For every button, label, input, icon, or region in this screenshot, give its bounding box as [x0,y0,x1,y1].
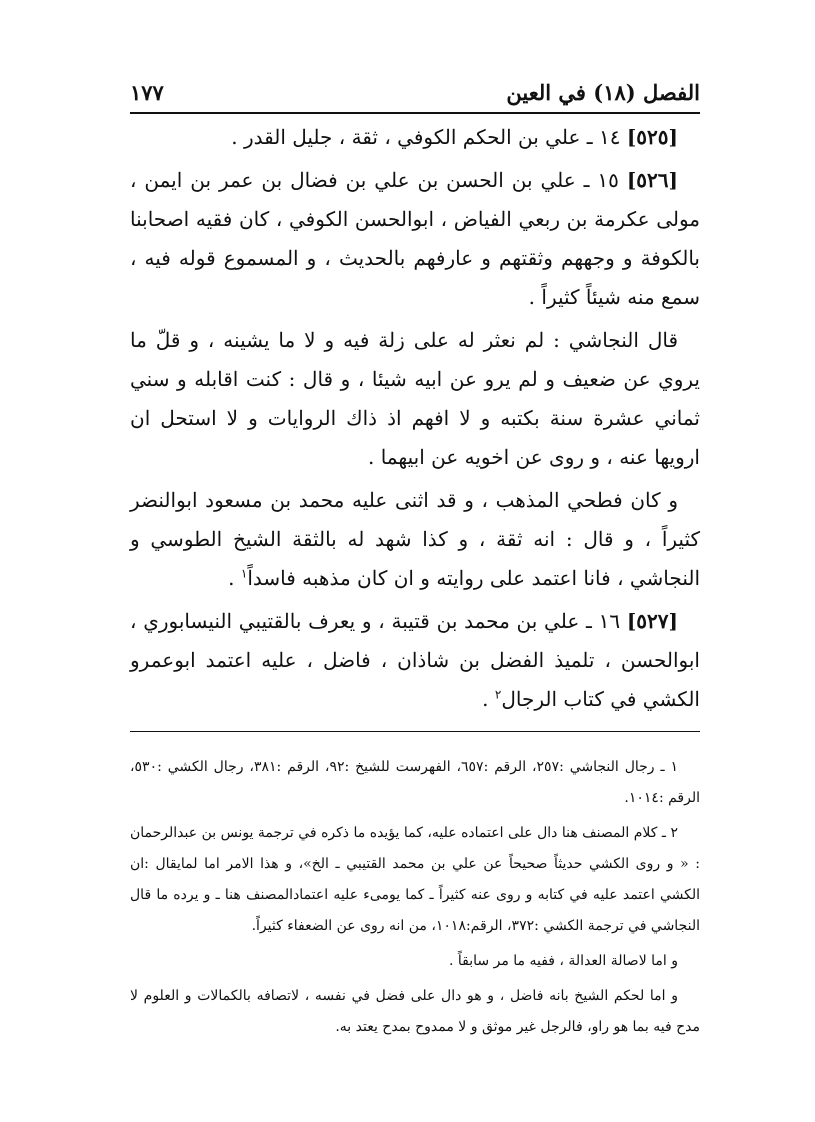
footnote-1: ١ ـ رجال النجاشي :٢٥٧، الرقم :٦٥٧، الفهرست للشيخ :٩٢، الرقم :٣٨١، رجال الكشي :٥٣٠، الرقم :١٠١٤. [130,759,700,806]
entry-text: ١٥ ـ علي بن الحسن بن علي بن فضال بن عمر بن ايمن ، مولى عكرمة بن ربعي الفياض ، ابوالحسن الكوفي ، كان فقيه اصحابنا بالكوفة و وجههم وثقتهم و عارفهم بالحديث ، و المسموع قوله فيه ، سمع منه شيئاً كثيراً . [130,168,700,309]
footnote-ref[interactable]: ٢ [494,687,502,702]
paragraph-fathi [130,481,700,598]
entry-number: [٥٢٧] [626,609,678,633]
entry-525 [130,118,700,157]
entry-526 [130,161,700,317]
entry-text: ١٦ ـ علي بن محمد بن قتيبة ، و يعرف بالقتيبي النيسابوري ، ابوالحسن ، تلميذ الفضل بن شاذان ، فاضل ، عليه اعتمد ابوعمرو الكشي في كتاب الرجال [130,609,700,711]
paragraph-end: . [228,566,241,590]
footnote-ref[interactable]: ١ [240,566,248,581]
footnote-divider [130,731,700,732]
entry-number: [٥٢٦] [626,168,678,192]
footnotes [130,752,700,1047]
footnote-2-cont-1: و اما لاصالة العدالة ، ففيه ما مر سابقاً . [449,953,678,969]
chapter-title: الفصل (١٨) في العين [506,79,700,105]
footnote-2: ٢ ـ كلام المصنف هنا دال على اعتماده عليه، كما يؤيده ما ذكره في ترجمة يونس بن عبدالرحمان : « و روى الكشي حديثاً صحيحاً عن علي بن محمد القتيبي ـ الخ»، و هذا الامر اما لمايقال :ان الكشي اعتمد عليه في كتابه و روى عنه كثيراً ـ كما يومىء عليه اعتمادالمصنف هنا ـ و يرده ما قال النجاشي في ترجمة الكشي :٣٧٢، الرقم:١٠١٨، من انه روى عن الضعفاء كثيراً. [130,825,700,934]
entry-text: ١٤ ـ علي بن الحكم الكوفي ، ثقة ، جليل القدر . [231,125,621,149]
entry-number: [٥٢٥] [626,125,678,149]
entry-end: . [482,687,495,711]
footnote-2-cont-2: و اما لحكم الشيخ بانه فاضل ، و هو دال على فضل في نفسه ، لاتصافه بالكمالات و العلوم لا مدح فيه بما هو راو، فالرجل غير موثق و لا ممدوح بمدح يعتد به. [130,988,700,1035]
page-number: ١٧٧ [130,79,164,105]
paragraph-text: و كان فطحي المذهب ، و قد اثنى عليه محمد بن مسعود ابوالنضر كثيراً ، و قال : انه ثقة ، و كذا شهد له بالثقة الشيخ الطوسي و النجاشي ، فانا اعتمد على روايته و ان كان مذهبه فاسداً [130,488,700,590]
running-header [130,72,700,114]
main-text [130,118,700,723]
entry-527 [130,602,700,719]
paragraph-najashi: قال النجاشي : لم نعثر له على زلة فيه و لا ما يشينه ، و قلّ ما يروي عن ضعيف و لم يرو عن ابيه شيئا ، و قال : كنت اقابله و سني ثماني عشرة سنة بكتبه و لا افهم اذ ذاك الروايات و لا استحل ان ارويها عنه ، و روى عن اخويه عن ابيهما . [130,328,700,469]
